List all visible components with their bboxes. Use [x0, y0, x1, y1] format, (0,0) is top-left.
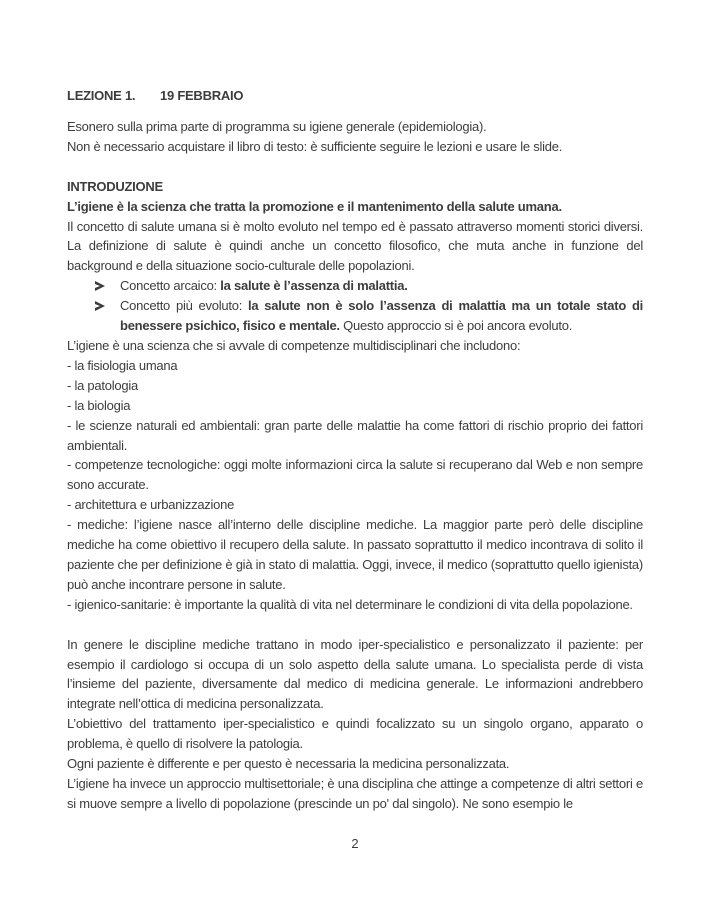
list-item-evolved-concept [67, 296, 643, 336]
closing-paragraph-multisector: L’igiene ha invece un approccio multisettoriale; è una disciplina che attinge a competenze di altri settori e si muove sempre a livello di popolazione (prescinde un po' dal singolo). Ne sono esempio le [67, 776, 643, 811]
competence-item-natural-sciences: - le scienze naturali ed ambientali: gran parte delle malattie ha come fattori di rischio proprio dei fattori ambientali. [67, 417, 643, 453]
blank-line [67, 615, 643, 635]
competence-item-medical: - mediche: l’igiene nasce all’interno delle discipline mediche. La maggior parte però delle discipline mediche ha come obiettivo il recupero della salute. In passato soprattutto il medico incontrava di solito il paziente che per definizione è già in stato di malattia. Oggi, invece, il medico (soprattutto quello igienista) può anche incontrare persone in salute. [67, 517, 643, 592]
bullet-rest-text: Questo approccio si è poi ancora evoluto. [339, 318, 573, 334]
concept-list [67, 276, 643, 336]
textbook-note: Non è necessario acquistare il libro di testo: è sufficiente seguire le lezioni e usare le slide. [67, 138, 563, 154]
competence-item-architecture: - architettura e urbanizzazione [67, 497, 235, 513]
thesis-statement: L’igiene è la scienza che tratta la promozione e il mantenimento della salute umana. [67, 198, 562, 214]
page-content [67, 86, 643, 814]
concept-paragraph: Il concetto di salute umana si è molto evoluto nel tempo ed è passato attraverso momenti storici diversi. La definizione di salute è quindi anche un concetto filosofico, che muta anche in funzione del background e della situazione socio-culturale delle popolazioni. [67, 218, 643, 274]
page-number: 2 [351, 836, 359, 851]
blank-line [67, 157, 643, 177]
lesson-heading [67, 86, 643, 106]
arrow-bullet-icon [95, 301, 107, 313]
bullet-label: Concetto arcaico: [120, 278, 221, 294]
competence-item-technology: - competenze tecnologiche: oggi molte informazioni circa la salute si recuperano dal Web e non sempre sono accurate. [67, 457, 643, 493]
competence-item-hygienic-sanitary: - igienico-sanitarie: è importante la qualità di vita nel determinare le condizioni di vita della popolazione. [67, 596, 633, 612]
list-item-archaic-concept [67, 276, 643, 296]
competence-item-biology: - la biologia [67, 397, 131, 413]
lesson-number: LEZIONE 1. [67, 88, 136, 103]
competences-intro: L’igiene è una scienza che si avvale di competenze multidisciplinari che includono: [67, 337, 521, 353]
bullet-bold-text: la salute non è solo l’assenza di malattia ma un totale stato di benessere psichico, fisico e mentale. [120, 298, 644, 334]
exam-note: Esonero sulla prima parte di programma su igiene generale (epidemiologia). [67, 118, 487, 134]
closing-paragraph-personalized: Ogni paziente è differente e per questo è necessaria la medicina personalizzata. [67, 756, 510, 772]
arrow-bullet-icon [95, 281, 107, 293]
bullet-label: Concetto più evoluto: [120, 298, 249, 314]
bullet-bold-text: la salute è l’assenza di malattia. [220, 278, 408, 294]
closing-paragraph-specialism: In genere le discipline mediche trattano in modo iper-specialistico e personalizzato il paziente: per esempio il cardiologo si occupa di un solo aspetto della salute umana. Lo specialista perde di vista l’insieme del paziente, diversamente dal medico di medicina generale. Le informazioni andrebbero integrate nell’ottica di medicina personalizzata. [67, 636, 643, 712]
lesson-date: 19 FEBBRAIO [160, 88, 244, 103]
competence-item-pathology: - la patologia [67, 377, 138, 393]
closing-paragraph-objective: L’obiettivo del trattamento iper-specialistico e quindi focalizzato su un singolo organo, apparato o problema, è quello di risolvere la patologia. [67, 716, 643, 752]
section-heading: INTRODUZIONE [67, 178, 163, 194]
competence-item-physiology: - la fisiologia umana [67, 357, 178, 373]
